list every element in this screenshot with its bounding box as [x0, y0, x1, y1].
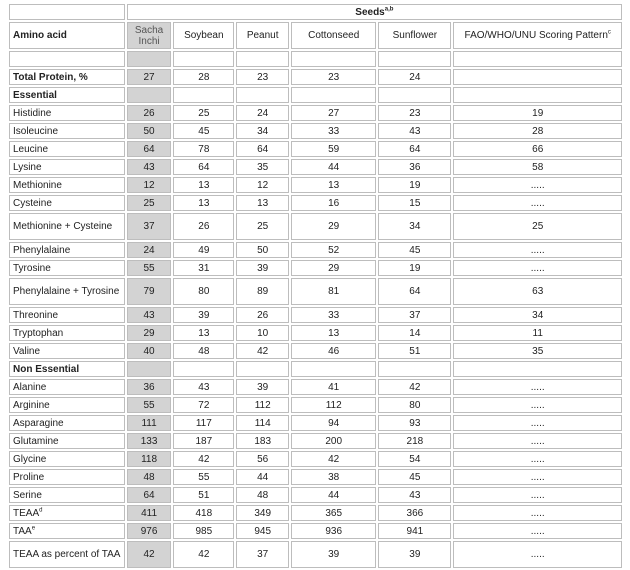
seed-value: 36: [378, 159, 451, 175]
seed-value: 14: [378, 325, 451, 341]
sacha-inchi-value: 64: [127, 487, 172, 503]
fao-value: .....: [453, 379, 622, 395]
seed-value: 54: [378, 451, 451, 467]
table-row: [9, 487, 622, 503]
row-label: [9, 141, 125, 157]
seed-value: 45: [378, 469, 451, 485]
table-row: [9, 177, 622, 193]
row-label: [9, 69, 125, 85]
seed-value: 13: [291, 325, 376, 341]
seed-value: 39: [173, 307, 234, 323]
section-empty-cell: [127, 361, 172, 377]
fao-value: .....: [453, 242, 622, 258]
table-row: [9, 343, 622, 359]
seed-value: 25: [236, 213, 289, 240]
row-label: [9, 195, 125, 211]
section-empty-cell: [236, 87, 289, 103]
fao-value: .....: [453, 397, 622, 413]
seed-value: 39: [236, 260, 289, 276]
sacha-inchi-value: 976: [127, 523, 172, 539]
seed-value: 117: [173, 415, 234, 431]
seed-value: 72: [173, 397, 234, 413]
seed-value: 112: [291, 397, 376, 413]
sacha-inchi-value: 64: [127, 141, 172, 157]
fao-value: 28: [453, 123, 622, 139]
fao-value: .....: [453, 523, 622, 539]
row-label: [9, 433, 125, 449]
row-label: [9, 469, 125, 485]
seed-value: 187: [173, 433, 234, 449]
row-label-text: Isoleucine: [13, 125, 59, 137]
row-label-text: Arginine: [13, 399, 50, 411]
row-label-text: TEAA: [13, 507, 40, 519]
amino-acid-table: [7, 2, 624, 570]
seed-value: 23: [291, 69, 376, 85]
seed-value: 24: [236, 105, 289, 121]
seed-value: 42: [291, 451, 376, 467]
section-title: Essential: [9, 87, 125, 103]
seed-value: 42: [236, 343, 289, 359]
spacer-row: [9, 51, 622, 67]
row-label-text: Phenylalaine + Tyrosine: [13, 286, 120, 297]
seed-value: 349: [236, 505, 289, 521]
seeds-header: Seeds$^{a,b}$: [127, 4, 622, 20]
section-empty-cell: [127, 87, 172, 103]
row-label-text: Methionine: [13, 179, 62, 191]
table-row: [9, 379, 622, 395]
seed-value: 44: [291, 159, 376, 175]
seed-value: 936: [291, 523, 376, 539]
seed-value: 27: [291, 105, 376, 121]
seed-value: 42: [173, 451, 234, 467]
section-empty-cell: [453, 87, 622, 103]
seed-value: 42: [173, 541, 234, 568]
section-empty-cell: [378, 87, 451, 103]
seed-value: 23: [378, 105, 451, 121]
row-label-superscript: e: [31, 525, 36, 532]
row-label: [9, 505, 125, 521]
fao-value: .....: [453, 195, 622, 211]
seed-value: 45: [378, 242, 451, 258]
table-row: [9, 469, 622, 485]
seed-value: 39: [291, 541, 376, 568]
fao-value: 35: [453, 343, 622, 359]
row-label: [9, 213, 125, 240]
table-row: [9, 415, 622, 431]
row-label: [9, 343, 125, 359]
seed-value: 35: [236, 159, 289, 175]
fao-value: .....: [453, 260, 622, 276]
section-row: [9, 361, 622, 377]
seed-value: 37: [236, 541, 289, 568]
row-label-text: Proline: [13, 471, 45, 483]
fao-value: .....: [453, 541, 622, 568]
row-label-text: Methionine + Cysteine: [13, 221, 113, 232]
fao-value: .....: [453, 451, 622, 467]
seed-value: 50: [236, 242, 289, 258]
sacha-inchi-value: 79: [127, 278, 172, 305]
row-label: [9, 260, 125, 276]
section-empty-cell: [173, 361, 234, 377]
row-label: [9, 379, 125, 395]
fao-value: .....: [453, 415, 622, 431]
seed-value: 43: [378, 123, 451, 139]
seed-value: 48: [236, 487, 289, 503]
fao-value: 34: [453, 307, 622, 323]
row-label: [9, 278, 125, 305]
seed-value: 15: [378, 195, 451, 211]
seed-value: 34: [236, 123, 289, 139]
seed-value: 366: [378, 505, 451, 521]
table-row: [9, 195, 622, 211]
amino-acid-table-container: [7, 2, 624, 570]
sacha-inchi-value: 43: [127, 307, 172, 323]
row-label-text: Tyrosine: [13, 262, 51, 274]
sacha-inchi-value: 42: [127, 541, 172, 568]
seed-value: 43: [378, 487, 451, 503]
seed-value: 365: [291, 505, 376, 521]
fao-value: 58: [453, 159, 622, 175]
row-label: [9, 415, 125, 431]
row-label: [9, 159, 125, 175]
sacha-inchi-value: 29: [127, 325, 172, 341]
section-empty-cell: [378, 361, 451, 377]
seed-value: 44: [236, 469, 289, 485]
seed-value: 25: [173, 105, 234, 121]
fao-value: 63: [453, 278, 622, 305]
seed-value: 89: [236, 278, 289, 305]
fao-value: 25: [453, 213, 622, 240]
row-label-text: Phenylalaine: [13, 244, 71, 256]
seed-value: 26: [236, 307, 289, 323]
seed-value: 64: [236, 141, 289, 157]
row-label: [9, 487, 125, 503]
section-row: [9, 87, 622, 103]
seed-value: 46: [291, 343, 376, 359]
seed-value: 80: [173, 278, 234, 305]
row-label-text: Tryptophan: [13, 327, 64, 339]
fao-value: .....: [453, 469, 622, 485]
seed-value: 33: [291, 123, 376, 139]
row-label-text: Alanine: [13, 381, 47, 393]
seed-value: 81: [291, 278, 376, 305]
seed-value: 56: [236, 451, 289, 467]
seed-value: 38: [291, 469, 376, 485]
seed-value: 64: [173, 159, 234, 175]
row-label-text: Valine: [13, 345, 41, 357]
section-empty-cell: [291, 361, 376, 377]
row-label: [9, 242, 125, 258]
seed-value: 52: [291, 242, 376, 258]
row-label: [9, 523, 125, 539]
row-label: [9, 177, 125, 193]
seed-value: 39: [236, 379, 289, 395]
sacha-inchi-value: 24: [127, 242, 172, 258]
sacha-inchi-value: 25: [127, 195, 172, 211]
table-row: [9, 242, 622, 258]
row-label-text: Serine: [13, 489, 42, 501]
row-label: [9, 397, 125, 413]
seed-value: 12: [236, 177, 289, 193]
fao-value: 19: [453, 105, 622, 121]
col-header-soybean: Soybean: [173, 22, 234, 49]
seed-value: 55: [173, 469, 234, 485]
section-empty-cell: [236, 361, 289, 377]
seed-value: 23: [236, 69, 289, 85]
seed-value: 37: [378, 307, 451, 323]
seed-value: 41: [291, 379, 376, 395]
seed-value: 13: [173, 325, 234, 341]
seed-value: 13: [291, 177, 376, 193]
seed-value: 24: [378, 69, 451, 85]
seed-value: 29: [291, 213, 376, 240]
table-row: [9, 307, 622, 323]
row-label-text: TAA: [13, 525, 32, 537]
seed-value: 59: [291, 141, 376, 157]
seed-value: 114: [236, 415, 289, 431]
sacha-inchi-value: 118: [127, 451, 172, 467]
seed-value: 42: [378, 379, 451, 395]
fao-value: .....: [453, 433, 622, 449]
seed-value: 51: [378, 343, 451, 359]
row-label: [9, 325, 125, 341]
fao-value: 66: [453, 141, 622, 157]
row-label-text: Total Protein, %: [13, 71, 88, 83]
sacha-inchi-value: 55: [127, 397, 172, 413]
table-row: [9, 141, 622, 157]
sacha-inchi-value: 411: [127, 505, 172, 521]
seed-value: 31: [173, 260, 234, 276]
seed-value: 985: [173, 523, 234, 539]
seed-value: 13: [173, 177, 234, 193]
sacha-inchi-value: 133: [127, 433, 172, 449]
row-label-text: Cysteine: [13, 197, 52, 209]
col-header-peanut: Peanut: [236, 22, 289, 49]
table-row: [9, 325, 622, 341]
row-label-text: Leucine: [13, 143, 49, 155]
seed-value: 64: [378, 278, 451, 305]
sacha-inchi-value: 48: [127, 469, 172, 485]
seed-value: 43: [173, 379, 234, 395]
row-label: [9, 307, 125, 323]
seed-value: 10: [236, 325, 289, 341]
seed-value: 94: [291, 415, 376, 431]
seed-value: 418: [173, 505, 234, 521]
seed-value: 183: [236, 433, 289, 449]
seed-value: 26: [173, 213, 234, 240]
row-label-text: Glutamine: [13, 435, 59, 447]
seed-value: 13: [236, 195, 289, 211]
table-row: [9, 541, 622, 568]
seed-value: 218: [378, 433, 451, 449]
fao-value: .....: [453, 487, 622, 503]
row-label: [9, 541, 125, 568]
sacha-inchi-value: 43: [127, 159, 172, 175]
seed-value: 28: [173, 69, 234, 85]
table-row: [9, 105, 622, 121]
table-row: [9, 523, 622, 539]
seed-value: 51: [173, 487, 234, 503]
col-header-sacha-inchi: Sacha Inchi: [127, 22, 172, 49]
row-label-text: Threonine: [13, 309, 59, 321]
table-row: [9, 278, 622, 305]
row-label-text: Lysine: [13, 161, 42, 173]
seed-value: 39: [378, 541, 451, 568]
table-row: [9, 451, 622, 467]
row-label-text: Asparagine: [13, 417, 64, 429]
row-label: [9, 123, 125, 139]
seed-value: 19: [378, 260, 451, 276]
header-row-seeds: [9, 4, 622, 20]
sacha-inchi-value: 55: [127, 260, 172, 276]
seed-value: 45: [173, 123, 234, 139]
seed-value: 112: [236, 397, 289, 413]
fao-value: .....: [453, 177, 622, 193]
row-label-text: Histidine: [13, 107, 52, 119]
seed-value: 80: [378, 397, 451, 413]
seed-value: 49: [173, 242, 234, 258]
table-row: [9, 505, 622, 521]
section-title: Non Essential: [9, 361, 125, 377]
seed-value: 29: [291, 260, 376, 276]
seed-value: 16: [291, 195, 376, 211]
sacha-inchi-value: 27: [127, 69, 172, 85]
seed-value: 13: [173, 195, 234, 211]
sacha-inchi-value: 40: [127, 343, 172, 359]
sacha-inchi-value: 37: [127, 213, 172, 240]
section-empty-cell: [453, 361, 622, 377]
sacha-inchi-value: 12: [127, 177, 172, 193]
table-row: [9, 69, 622, 85]
seed-value: 64: [378, 141, 451, 157]
row-label: [9, 105, 125, 121]
amino-acid-header: Amino acid: [9, 22, 125, 49]
seed-value: 33: [291, 307, 376, 323]
seed-value: 78: [173, 141, 234, 157]
col-header-fao: FAO/WHO/UNU Scoring Pattern$^c$: [453, 22, 622, 49]
sacha-inchi-value: 50: [127, 123, 172, 139]
seed-value: 48: [173, 343, 234, 359]
fao-value: [453, 69, 622, 85]
row-label-superscript: d: [39, 507, 43, 514]
fao-value: .....: [453, 505, 622, 521]
col-header-sunflower: Sunflower: [378, 22, 451, 49]
seed-value: 44: [291, 487, 376, 503]
col-header-cottonseed: Cottonseed: [291, 22, 376, 49]
table-row: [9, 397, 622, 413]
seed-value: 200: [291, 433, 376, 449]
seed-value: 93: [378, 415, 451, 431]
header-empty-cell: [9, 4, 125, 20]
table-row: [9, 260, 622, 276]
seed-value: 19: [378, 177, 451, 193]
seed-value: 945: [236, 523, 289, 539]
table-row: [9, 123, 622, 139]
table-row: [9, 159, 622, 175]
seed-value: 34: [378, 213, 451, 240]
row-label: [9, 451, 125, 467]
sacha-inchi-value: 26: [127, 105, 172, 121]
section-empty-cell: [173, 87, 234, 103]
section-empty-cell: [291, 87, 376, 103]
row-label-text: TEAA as percent of TAA: [13, 549, 121, 560]
seed-value: 941: [378, 523, 451, 539]
sacha-inchi-value: 111: [127, 415, 172, 431]
row-label-text: Glycine: [13, 453, 47, 465]
table-row: [9, 213, 622, 240]
fao-value: 11: [453, 325, 622, 341]
header-row-columns: [9, 22, 622, 49]
sacha-inchi-value: 36: [127, 379, 172, 395]
table-row: [9, 433, 622, 449]
